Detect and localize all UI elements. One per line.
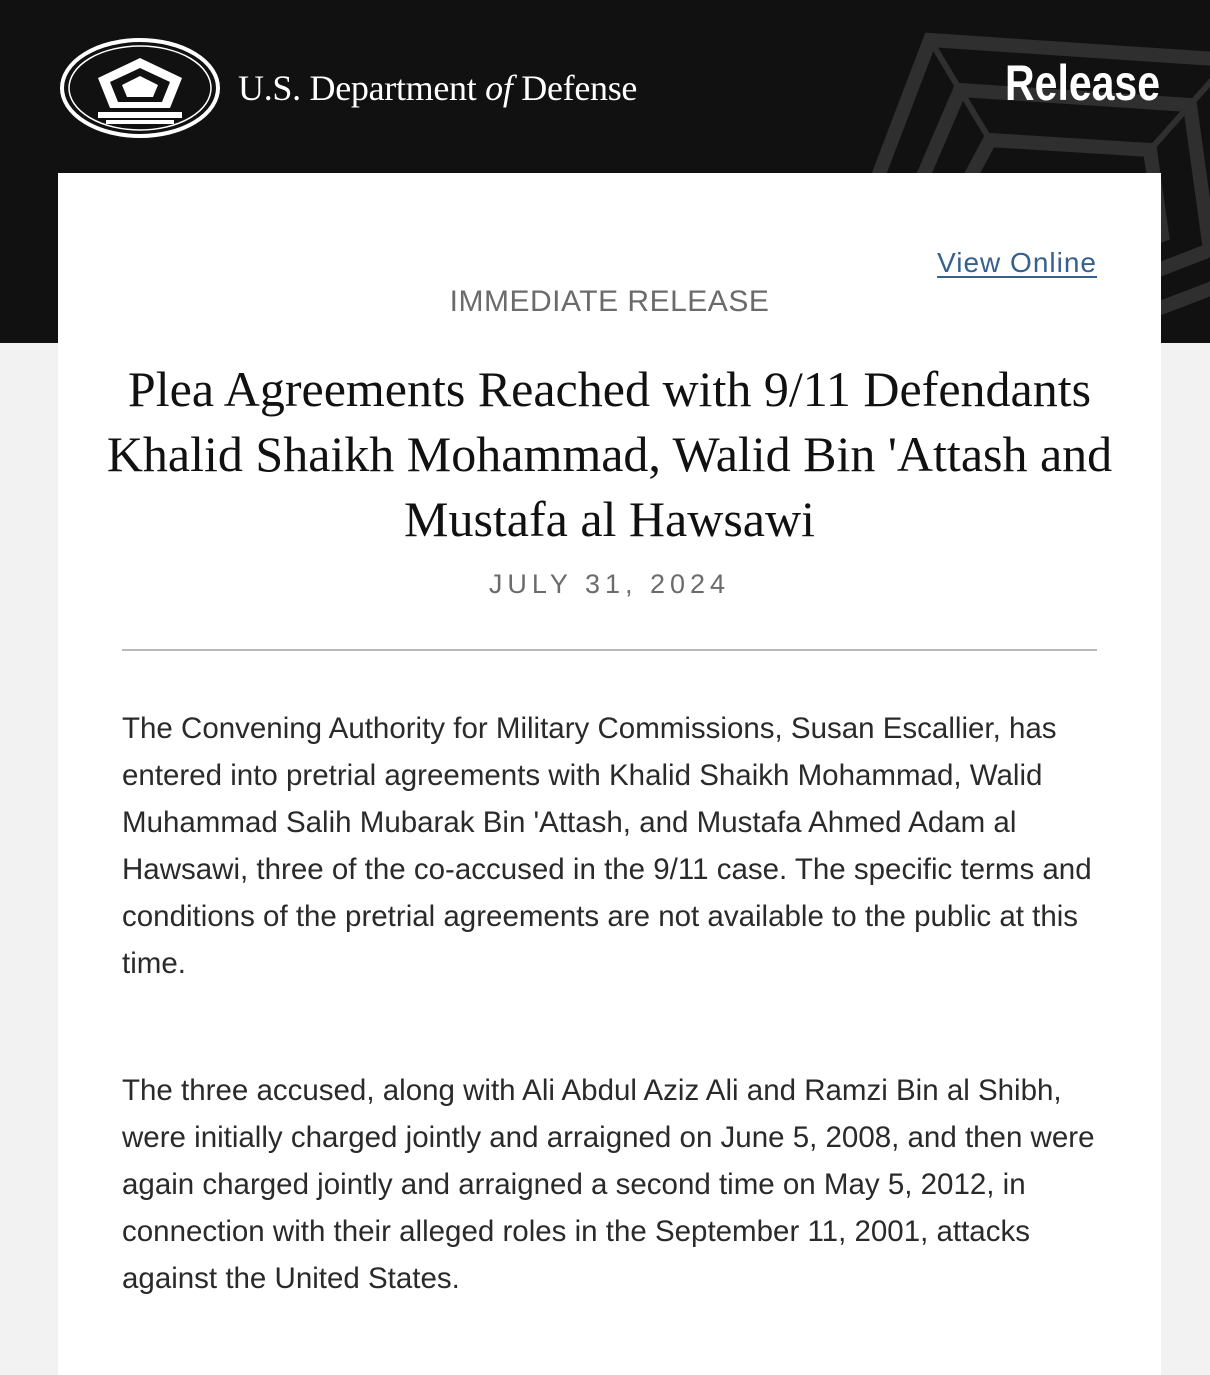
view-online-link[interactable]: View Online — [937, 247, 1097, 278]
body-paragraph-2: The three accused, along with Ali Abdul Aziz Ali and Ramzi Bin al Shibh, were initially charged jointly and arraigned on June 5, 2008, and then were again charged jointly and arraigned a second time on May 5, 2012, in connection with their alleged roles in the September 11, 2001, attacks against the United States. — [122, 1074, 1095, 1295]
body-paragraph-1: The Convening Authority for Military Commissions, Susan Escallier, has entered into pretrial agreements with Khalid Shaikh Mohammad, Walid Muhammad Salih Mubarak Bin 'Attash, and Mustafa Ahmed Adam al Hawsawi, three of the co-accused in the 9/11 case. The specific terms and conditions of the pretrial agreements are not available to the public at this time. — [122, 712, 1092, 980]
divider — [122, 649, 1097, 651]
dod-logo — [58, 36, 637, 140]
release-kicker: IMMEDIATE RELEASE — [449, 285, 770, 318]
department-name: U.S. Department of Defense — [238, 68, 638, 108]
release-date: JULY 31, 2024 — [488, 569, 731, 599]
page-title: Plea Agreements Reached with 9/11 Defendants Khalid Shaikh Mohammad, Walid Bin 'Attash and Mustafa al Hawsawi — [106, 361, 1113, 547]
section-label: Release — [1004, 55, 1160, 111]
pentagon-seal-icon — [58, 36, 222, 140]
release-card — [58, 173, 1161, 1375]
